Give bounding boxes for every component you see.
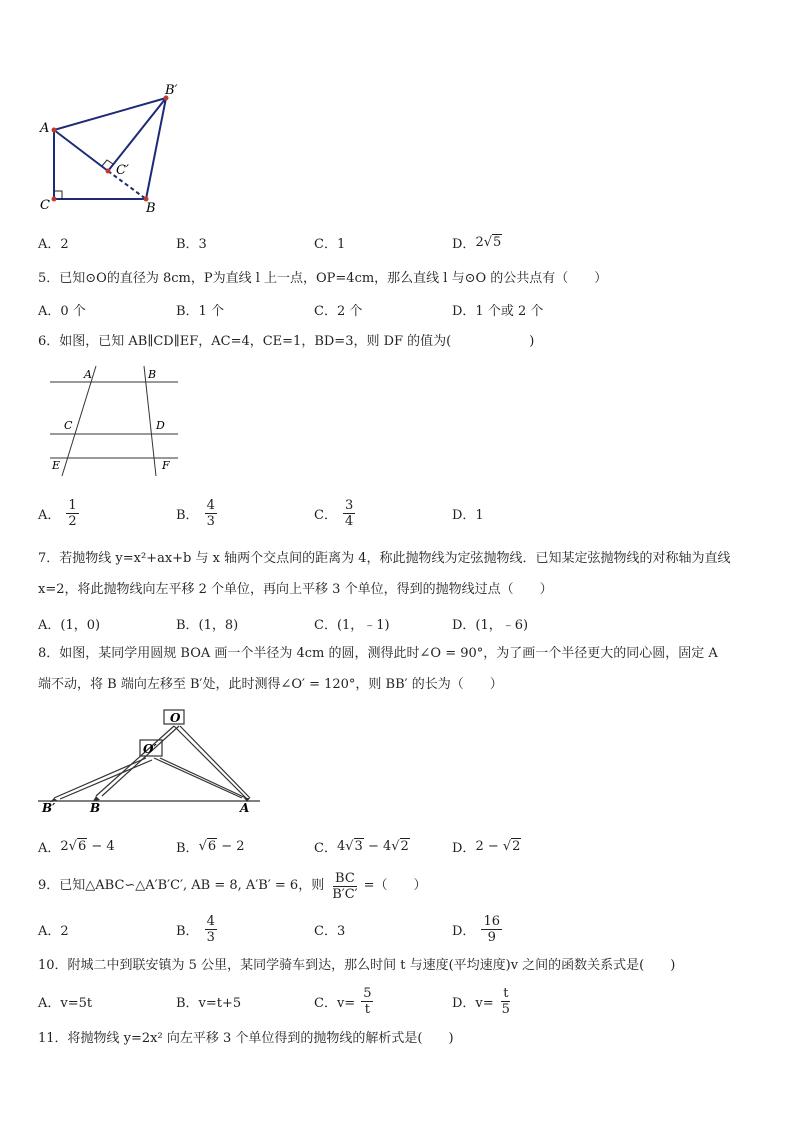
label-E: E	[52, 459, 61, 472]
label-D: D	[156, 419, 165, 432]
q8-option-a[interactable]: A． 2 √ 6 − 4	[38, 838, 115, 856]
q6-option-a[interactable]: A． $\frac{1}{2}$	[38, 497, 77, 529]
q4-option-c[interactable]: C．1	[314, 236, 346, 252]
label-A: A	[240, 801, 250, 814]
q7-option-a[interactable]: A．(1，0)	[38, 617, 101, 633]
q4-option-b[interactable]: B．3	[176, 236, 207, 252]
q9-option-a[interactable]: A．2	[38, 923, 69, 939]
q10-options	[38, 980, 758, 1022]
q4-option-d[interactable]: D． 2 √ 5	[452, 234, 502, 252]
q7-option-d[interactable]: D．(1，﹣6)	[452, 617, 529, 633]
q6-stem: 6．如图，已知 AB∥CD∥EF，AC=4，CE=1，BD=3，则 DF 的值为( )	[38, 334, 535, 349]
q9-option-b[interactable]: B． $\frac{4}{3}$	[176, 913, 215, 945]
q8-option-b[interactable]: B． √ 6 − 2	[176, 838, 245, 856]
q10-option-d[interactable]: D．v= $\frac{t}{5}$	[452, 985, 510, 1017]
figure-triangle	[36, 82, 186, 222]
label-A: A	[84, 368, 92, 381]
q7-stem-line2: x=2，将此抛物线向左平移 2 个单位，再向上平移 3 个单位，得到的抛物线过点（ ）	[38, 582, 553, 597]
q6-option-c[interactable]: C． $\frac{3}{4}$	[314, 497, 354, 529]
label-A: A	[40, 121, 50, 136]
q7-stem-line1: 7．若抛物线 y=x²+ax+b 与 x 轴两个交点间的距离为 4，称此抛物线为定弦抛物线．已知某定弦抛物线的对称轴为直线	[38, 551, 731, 566]
q10-option-c[interactable]: C．v= $\frac{5}{t}$	[314, 985, 372, 1017]
q4-options	[38, 222, 758, 262]
label-B: B	[148, 368, 157, 381]
q11-stem: 11．将抛物线 y=2x² 向左平移 3 个单位得到的抛物线的解析式是( )	[38, 1031, 454, 1046]
label-B: B	[90, 801, 101, 814]
figure-compass	[36, 704, 264, 814]
q5-options	[38, 291, 758, 327]
q8-stem-line2: 端不动，将 B 端向左移至 B′处，此时测得∠O′ = 120°，则 BB′ 的长为（ ）	[38, 677, 503, 692]
q7-option-c[interactable]: C．(1，﹣1)	[314, 617, 390, 633]
q7-options	[38, 605, 758, 641]
q10-option-a[interactable]: A．v=5t	[38, 995, 93, 1011]
label-O: O	[170, 711, 181, 725]
label-F: F	[162, 459, 170, 472]
q4-option-a[interactable]: A．2	[38, 236, 69, 252]
label-C: C	[64, 419, 73, 432]
q9-option-c[interactable]: C．3	[314, 923, 346, 939]
q5-option-d[interactable]: D．1 个或 2 个	[452, 303, 544, 319]
q6-option-d[interactable]: D．1	[452, 507, 484, 523]
q6-option-b[interactable]: B． $\frac{4}{3}$	[176, 497, 215, 529]
q8-stem-line1: 8．如图，某同学用圆规 BOA 画一个半径为 4cm 的圆，测得此时∠O = 90°，为了画一个半径更大的同心圆，固定 A	[38, 646, 718, 661]
q6-options	[38, 492, 758, 534]
label-O-prime: O′	[143, 742, 157, 756]
q5-stem: 5．已知⊙O的直径为 8cm，P为直线 l 上一点，OP=4cm，那么直线 l 与⊙O 的公共点有（ ）	[38, 271, 608, 286]
q9-option-d[interactable]: D． $\frac{16}{9}$	[452, 913, 500, 945]
q9-options	[38, 908, 758, 950]
q10-stem: 10．附城二中到联安镇为 5 公里，某同学骑车到达，那么时间 t 与速度(平均速度)v 之间的函数关系式是( )	[38, 958, 676, 973]
q5-option-a[interactable]: A．0 个	[38, 303, 86, 319]
label-C-prime: C′	[116, 163, 129, 178]
label-B-prime: B′	[165, 83, 178, 98]
label-B: B	[146, 201, 156, 216]
q8-option-c[interactable]: C． 4 √ 3 − 4 √ 2	[314, 838, 409, 856]
q7-option-b[interactable]: B．(1，8)	[176, 617, 239, 633]
q8-options	[38, 828, 758, 864]
q9-stem: 9．已知△ABC∽△A′B′C′, AB = 8, A′B′ = 6，则 $\frac{BC}{B'C'}$ =（ ）	[38, 870, 427, 902]
q5-option-c[interactable]: C．2 个	[314, 303, 363, 319]
figure-parallel-lines	[44, 362, 184, 480]
q10-option-b[interactable]: B．v=t+5	[176, 995, 242, 1011]
label-B-prime: B′	[42, 801, 56, 814]
label-C: C	[40, 198, 50, 213]
q8-option-d[interactable]: D． 2 − √ 2	[452, 838, 521, 856]
q5-option-b[interactable]: B．1 个	[176, 303, 224, 319]
